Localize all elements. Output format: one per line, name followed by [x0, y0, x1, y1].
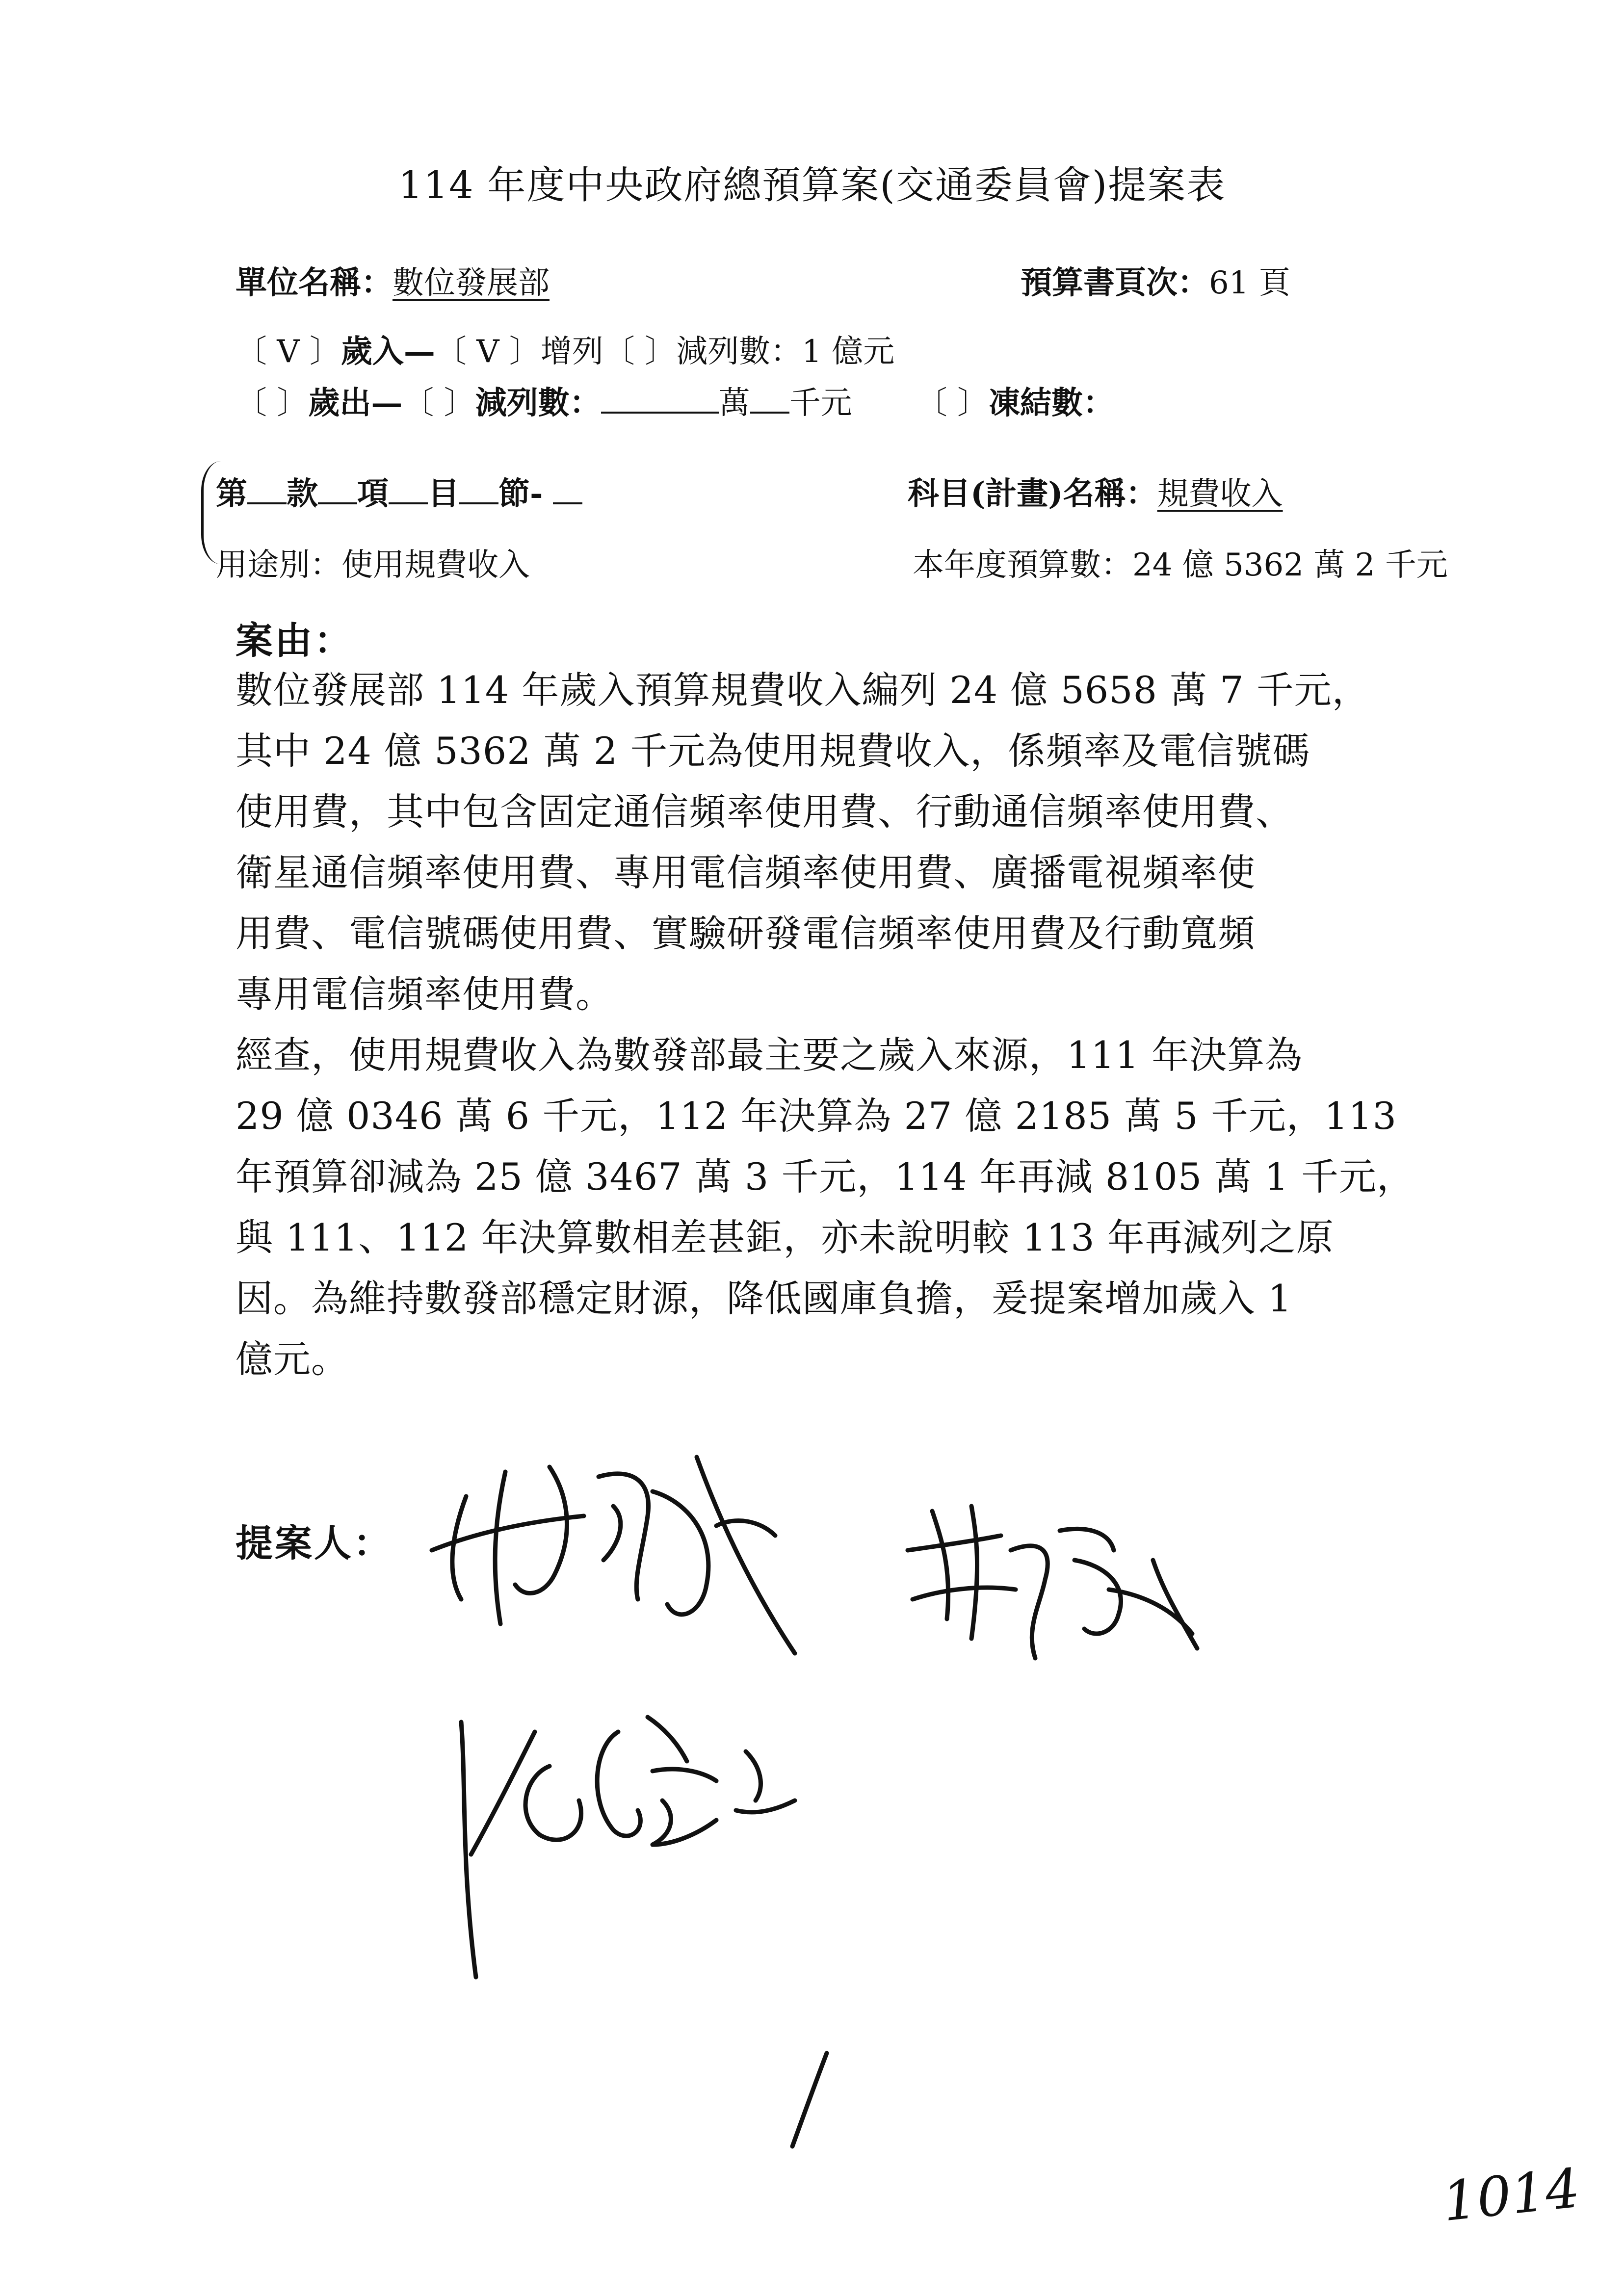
usage-row: 用途別：使用規費收入	[216, 547, 530, 583]
expense-checkbox: 〔 〕	[236, 385, 309, 421]
reason-line: 因。為維持數發部穩定財源，降低國庫負擔，爰提案增加歲入 1	[236, 1277, 1292, 1320]
reason-line: 其中 24 億 5362 萬 2 千元為使用規費收入，係頻率及電信號碼	[236, 729, 1310, 773]
wan-unit: 萬	[718, 385, 750, 421]
signature-2	[898, 1491, 1212, 1678]
mu-label: 目	[428, 475, 459, 512]
reason-line: 29 億 0346 萬 6 千元，112 年決算為 27 億 2185 萬 5 千元，113	[236, 1094, 1397, 1138]
reason-heading: 案由：	[236, 619, 353, 662]
decrease-checkbox: 〔 〕	[603, 334, 677, 370]
unit-value: 數位發展部	[393, 265, 550, 301]
reason-line: 專用電信頻率使用費。	[236, 972, 613, 1016]
reason-line: 使用費，其中包含固定通信頻率使用費、行動通信頻率使用費、	[236, 790, 1293, 834]
reason-line: 經查，使用規費收入為數發部最主要之歲入來源，111 年決算為	[236, 1033, 1303, 1077]
mu-blank	[389, 475, 428, 504]
reason-line: 與 111、112 年決算數相差甚鉅，亦未說明較 113 年再減列之原	[236, 1216, 1334, 1259]
unit-row	[236, 258, 550, 303]
subject-value: 規費收入	[1157, 476, 1283, 512]
freeze-label: 凍結數：	[989, 385, 1115, 421]
revenue-line	[236, 326, 894, 371]
qian-blank	[750, 384, 789, 414]
subject-label: 科目(計畫)名稱：	[908, 475, 1157, 512]
reason-line: 年預算卻減為 25 億 3467 萬 3 千元，114 年再減 8105 萬 1 千元，	[236, 1155, 1415, 1199]
freeze-checkbox: 〔 〕	[916, 385, 989, 421]
unit-label: 單位名稱：	[236, 264, 393, 301]
revenue-label: 歲入—	[341, 333, 435, 370]
expense-decrease-checkbox: 〔 〕	[402, 385, 475, 421]
page-ref-row	[1021, 258, 1290, 303]
signature-1	[422, 1437, 824, 1668]
jie-blank	[459, 475, 498, 504]
page-ref-value: 61 頁	[1209, 265, 1290, 301]
expense-line	[236, 378, 1114, 423]
handwritten-page-number: 1014	[1440, 2156, 1583, 2234]
proposer-label: 提案人：	[236, 1521, 393, 1565]
increase-checkbox: 〔 V 〕	[435, 334, 541, 370]
wan-blank	[601, 384, 719, 414]
di-label: 第	[216, 475, 247, 512]
kuan-blank	[247, 475, 287, 504]
budget-row: 本年度預算數：24 億 5362 萬 2 千元	[913, 547, 1448, 583]
reason-line: 數位發展部 114 年歲入預算規費收入編列 24 億 5658 萬 7 千元，	[236, 668, 1370, 712]
page-ref-label: 預算書頁次：	[1021, 264, 1209, 301]
xiang-label: 項	[357, 475, 389, 512]
jie-number-blank	[553, 475, 582, 504]
reason-line: 用費、電信號碼使用費、實驗研發電信頻率使用費及行動寬頻	[236, 912, 1256, 955]
handwritten-mark	[780, 2046, 839, 2154]
decrease-amount: 減列數：1 億元	[676, 334, 895, 370]
reason-line: 衛星通信頻率使用費、專用電信頻率使用費、廣播電視頻率使	[236, 851, 1256, 894]
qian-unit: 千元	[789, 385, 852, 421]
reason-line: 億元。	[236, 1337, 349, 1381]
expense-label: 歲出—	[308, 385, 403, 421]
page-title: 114 年度中央政府總預算案(交通委員會)提案表	[398, 163, 1226, 208]
jie-label: 節-	[498, 475, 543, 512]
revenue-checkbox: 〔 V 〕	[236, 334, 341, 370]
section-numbering	[216, 469, 582, 514]
signature-3	[442, 1688, 824, 1992]
subject-row	[908, 469, 1283, 514]
reason-body	[236, 660, 1433, 1390]
increase-label: 增列	[540, 334, 603, 370]
kuan-label: 款	[287, 475, 318, 512]
expense-decrease-label: 減列數：	[475, 385, 601, 421]
xiang-blank	[318, 475, 357, 504]
